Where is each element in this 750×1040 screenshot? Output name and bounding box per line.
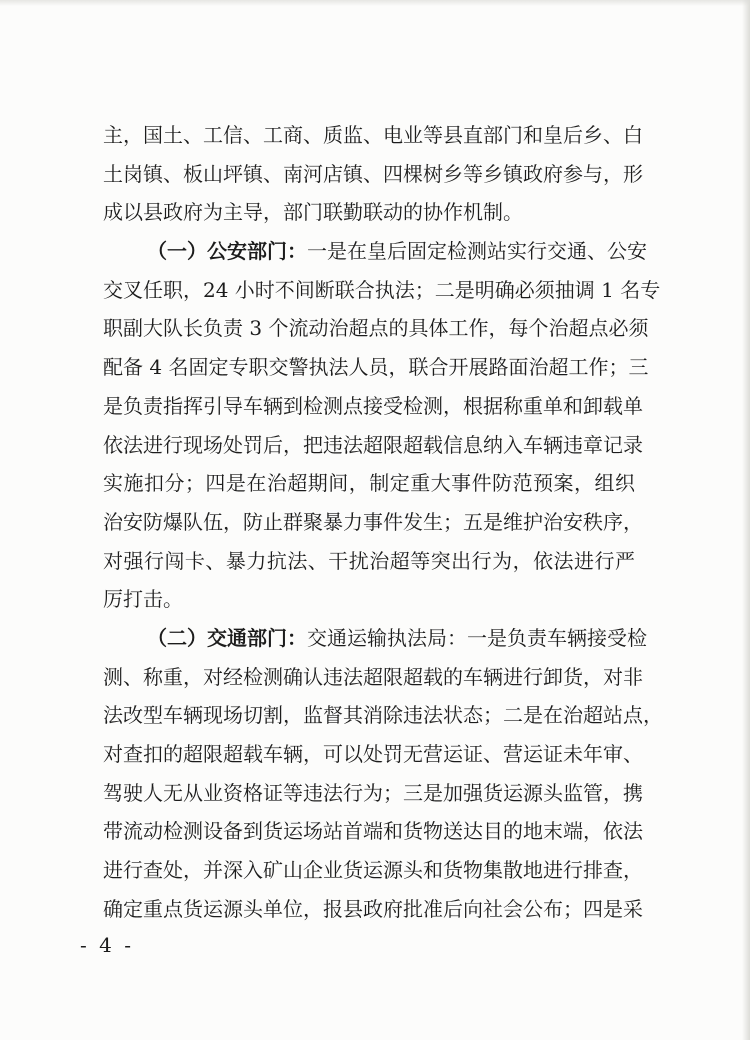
body-text bbox=[103, 116, 663, 928]
text-line: 对强行闯卡、暴力抗法、干扰治超等突出行为，依法进行严 bbox=[103, 548, 635, 573]
text-segment: 一是在皇后固定检测站实行交通、公安 bbox=[307, 239, 647, 264]
text-line: 对查扣的超限超载车辆，可以处罚无营运证、营运证未年审、 bbox=[103, 742, 643, 766]
text-line: 土岗镇、板山坪镇、南河店镇、四棵树乡等乡镇政府参与，形 bbox=[103, 161, 643, 186]
text-line: 交叉任职，24 小时不间断联合执法；二是明确必须抽调 1 名专 bbox=[103, 277, 661, 302]
text-segment: 交通运输执法局：一是负责车辆接受检 bbox=[307, 625, 647, 650]
text-line: 进行查处，并深入矿山企业货运源头和货物集散地进行排查， bbox=[103, 858, 643, 883]
text-line: 职副大队长负责 3 个流动治超点的具体工作，每个治超点必须 bbox=[103, 316, 649, 341]
text-line: 确定重点货运源头单位，报县政府批准后向社会公布；四是采 bbox=[103, 896, 643, 921]
text-line: 带流动检测设备到货运场站首端和货物送达目的地末端，依法 bbox=[103, 819, 643, 844]
text-line: 是负责指挥引导车辆到检测点接受检测，根据称重单和卸载单 bbox=[103, 393, 643, 418]
section-heading-transport: （二）交通部门： bbox=[147, 625, 307, 650]
page-number: - 4 - bbox=[80, 933, 134, 957]
text-line: 法改型车辆现场切割，监督其消除违法状态；二是在治超站点， bbox=[103, 703, 663, 728]
text-line: 主，国土、工信、工商、质监、电业等县直部门和皇后乡、白 bbox=[103, 123, 643, 147]
text-line: 测、称重，对经检测确认违法超限超载的车辆进行卸货，对非 bbox=[103, 664, 643, 689]
text-line: 厉打击。 bbox=[103, 587, 183, 612]
section-first-line bbox=[103, 232, 647, 271]
text-line: 成以县政府为主导，部门联勤联动的协作机制。 bbox=[103, 200, 523, 225]
text-line: 配备 4 名固定专职交警执法人员，联合开展路面治超工作；三 bbox=[103, 355, 649, 380]
text-line: 驾驶人无从业资格证等违法行为；三是加强货运源头监管，携 bbox=[103, 780, 643, 805]
section-heading-public-security: （一）公安部门： bbox=[147, 239, 307, 264]
scan-edge-top bbox=[0, 0, 750, 6]
scan-edge-right bbox=[742, 0, 750, 1040]
text-line: 治安防爆队伍，防止群聚暴力事件发生；五是维护治安秩序， bbox=[103, 509, 643, 534]
section-first-line bbox=[103, 619, 647, 658]
text-line: 依法进行现场处罚后，把违法超限超载信息纳入车辆违章记录 bbox=[103, 432, 643, 457]
text-line: 实施扣分；四是在治超期间，制定重大事件防范预案，组织 bbox=[103, 471, 635, 496]
